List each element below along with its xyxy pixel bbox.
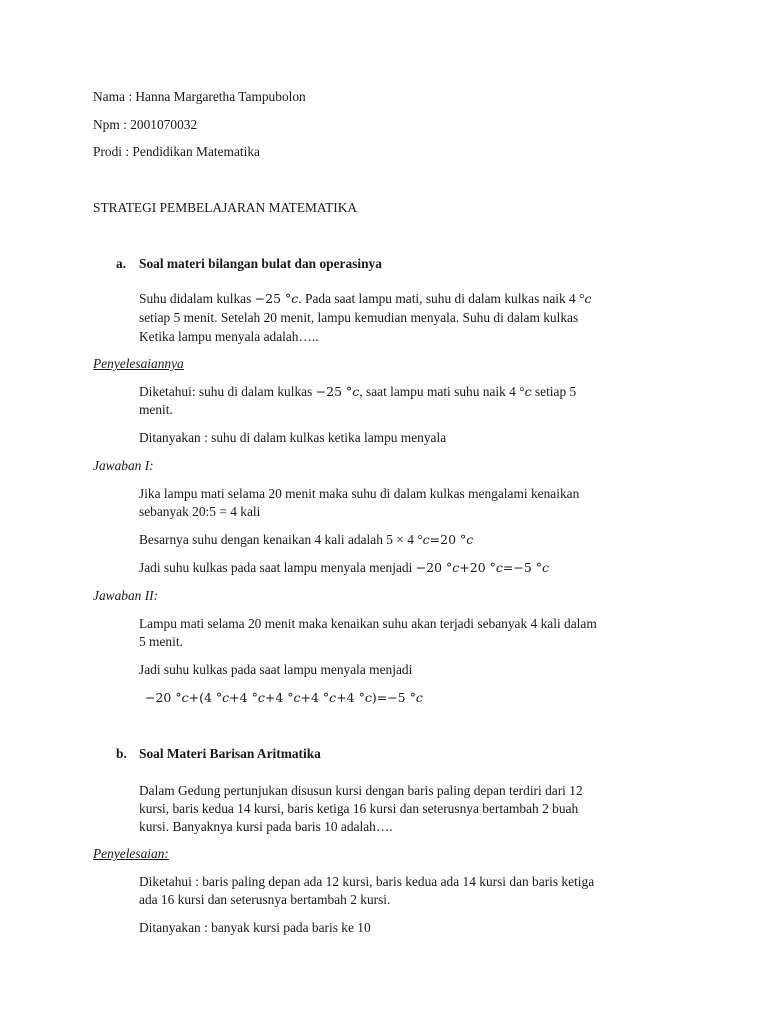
answer-one-line4: Jadi suhu kulkas pada saat lampu menyala menjadi −20 °c+20 °c=−5 °c [139, 560, 550, 575]
student-name: Nama : Hanna Margaretha Tampubolon [93, 89, 306, 104]
section-a-asked: Ditanyakan : suhu di dalam kulkas ketika lampu menyala [139, 430, 447, 445]
section-b-solution-label: Penyelesaian: [93, 846, 169, 861]
section-b-known-line1: Diketahui : baris paling depan ada 12 kursi, baris kedua ada 14 kursi dan baris ketiga [139, 874, 595, 889]
study-program: Prodi : Pendidikan Matematika [93, 144, 260, 159]
answer-two-line2: 5 menit. [139, 634, 183, 649]
section-a-solution-label: Penyelesaiannya [93, 356, 184, 371]
student-npm: Npm : 2001070032 [93, 117, 198, 132]
answer-one-line2: sebanyak 20:5 = 4 kali [139, 504, 261, 519]
answer-one-label: Jawaban I: [93, 458, 154, 473]
answer-two-line1: Lampu mati selama 20 menit maka kenaikan suhu akan terjadi sebanyak 4 kali dalam [139, 616, 597, 631]
section-a-heading: Soal materi bilangan bulat dan operasinya [139, 256, 382, 271]
section-a-known-line1: Diketahui: suhu di dalam kulkas −25 °c, saat lampu mati suhu naik 4 °c setiap 5 [139, 384, 577, 399]
section-b-heading: Soal Materi Barisan Aritmatika [139, 746, 321, 761]
section-b-question-line3: kursi. Banyaknya kursi pada baris 10 adalah…. [139, 819, 393, 834]
section-b-question-line2: kursi, baris kedua 14 kursi, baris ketiga 16 kursi dan seterusnya bertambah 2 buah [139, 801, 579, 816]
answer-two-equation: −20 °c+(4 °c+4 °c+4 °c+4 °c+4 °c)=−5 °c [145, 690, 423, 705]
section-a-marker: a. [116, 256, 127, 271]
section-a-question-line3: Ketika lampu menyala adalah….. [139, 329, 319, 344]
document-title: STRATEGI PEMBELAJARAN MATEMATIKA [93, 200, 358, 215]
section-a-question-line2: setiap 5 menit. Setelah 20 menit, lampu kemudian menyala. Suhu di dalam kulkas [139, 310, 579, 325]
section-b-asked: Ditanyakan : banyak kursi pada baris ke 10 [139, 920, 371, 935]
answer-two-line3: Jadi suhu kulkas pada saat lampu menyala menjadi [139, 662, 413, 677]
answer-two-label: Jawaban II: [93, 588, 159, 603]
section-a-question-line1: Suhu didalam kulkas −25 °c. Pada saat lampu mati, suhu di dalam kulkas naik 4 °c [139, 291, 592, 306]
section-b-known-line2: ada 16 kursi dan seterusnya bertambah 2 kursi. [139, 892, 391, 907]
section-b-question-line1: Dalam Gedung pertunjukan disusun kursi dengan baris paling depan terdiri dari 12 [139, 783, 583, 798]
section-a-known-line2: menit. [139, 402, 173, 417]
answer-one-line1: Jika lampu mati selama 20 menit maka suhu di dalam kulkas mengalami kenaikan [139, 486, 580, 501]
section-b-marker: b. [116, 746, 127, 761]
answer-one-line3: Besarnya suhu dengan kenaikan 4 kali adalah 5 × 4 °c=20 °c [139, 532, 474, 547]
